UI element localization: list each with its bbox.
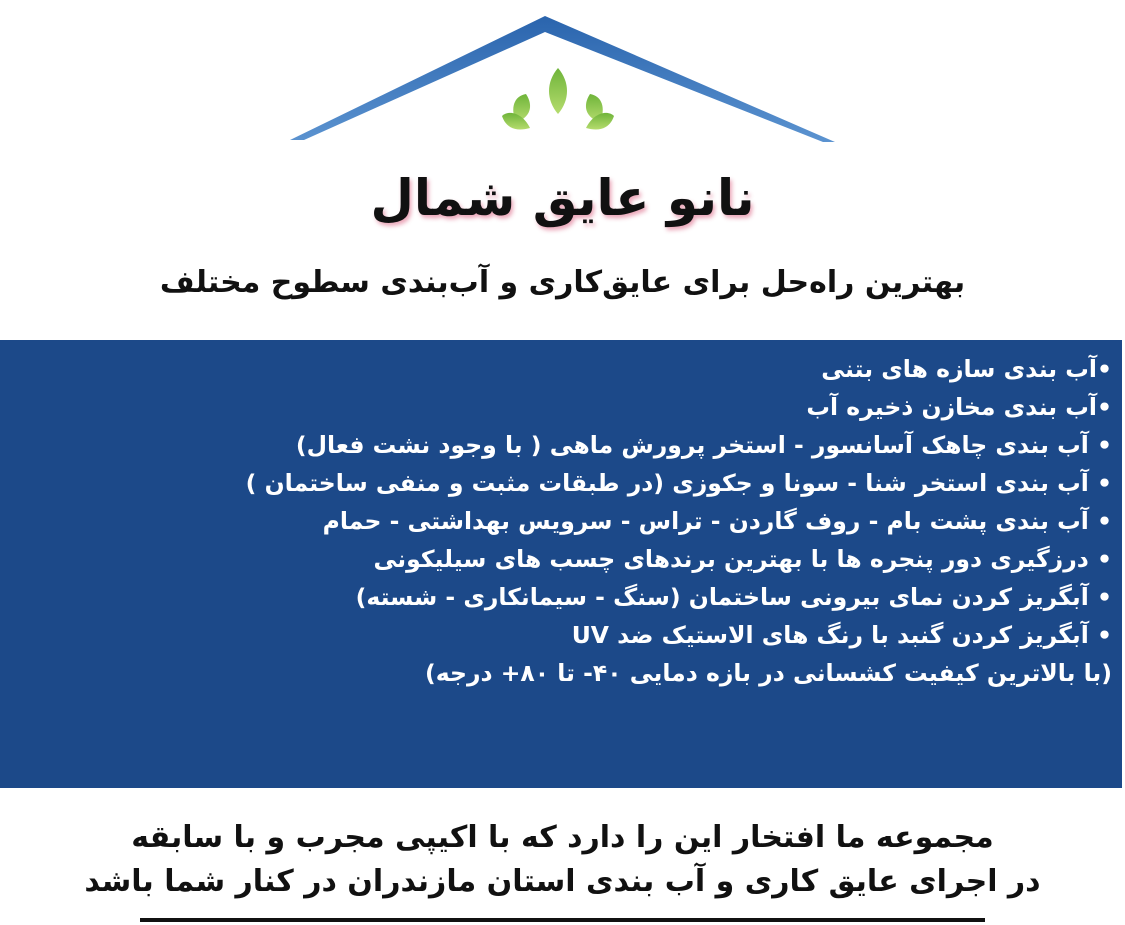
footer-statement [0,816,1125,904]
service-item: • آبگریز کردن گنبد با رنگ های الاستیک ضد UV [571,621,1112,649]
service-item: • درزگیری دور پنجره ها با بهترین برندهای چسب های سیلیکونی [373,545,1112,573]
service-item: •آب بندی سازه های بتنی [821,355,1112,383]
brand-name: نانو عایق شمال [370,169,755,227]
footer-underline [140,918,985,922]
service-item: • آب بندی استخر شنا - سونا و جکوزی (در طبقات مثبت و منفی ساختمان ) [245,469,1112,497]
roof-leaves-logo-icon [290,16,835,148]
service-item: •آب بندی مخازن ذخیره آب [806,393,1112,421]
service-note: (با بالاترین کیفیت کشسانی در بازه دمایی ۴۰- تا ۸۰+ درجه) [425,659,1112,687]
tagline: بهترین راه‌حل برای عایق‌کاری و آب‌بندی سطوح مختلف [159,265,966,300]
services-panel [0,340,1122,788]
service-item: • آب بندی پشت بام - روف گاردن - تراس - سرویس بهداشتی - حمام [322,507,1112,535]
footer-line-2: در اجرای عایق کاری و آب بندی استان مازندران در کنار شما باشد [84,864,1041,899]
footer-line-1: مجموعه ما افتخار این را دارد که با اکیپی مجرب و با سابقه [131,820,994,855]
leaves-cluster [502,68,614,130]
service-item: • آب بندی چاهک آسانسور - استخر پرورش ماهی ( با وجود نشت فعال) [295,431,1112,459]
service-item: • آبگریز کردن نمای بیرونی ساختمان (سنگ - سیمانکاری - شسته) [355,583,1112,611]
services-list [0,350,1112,692]
